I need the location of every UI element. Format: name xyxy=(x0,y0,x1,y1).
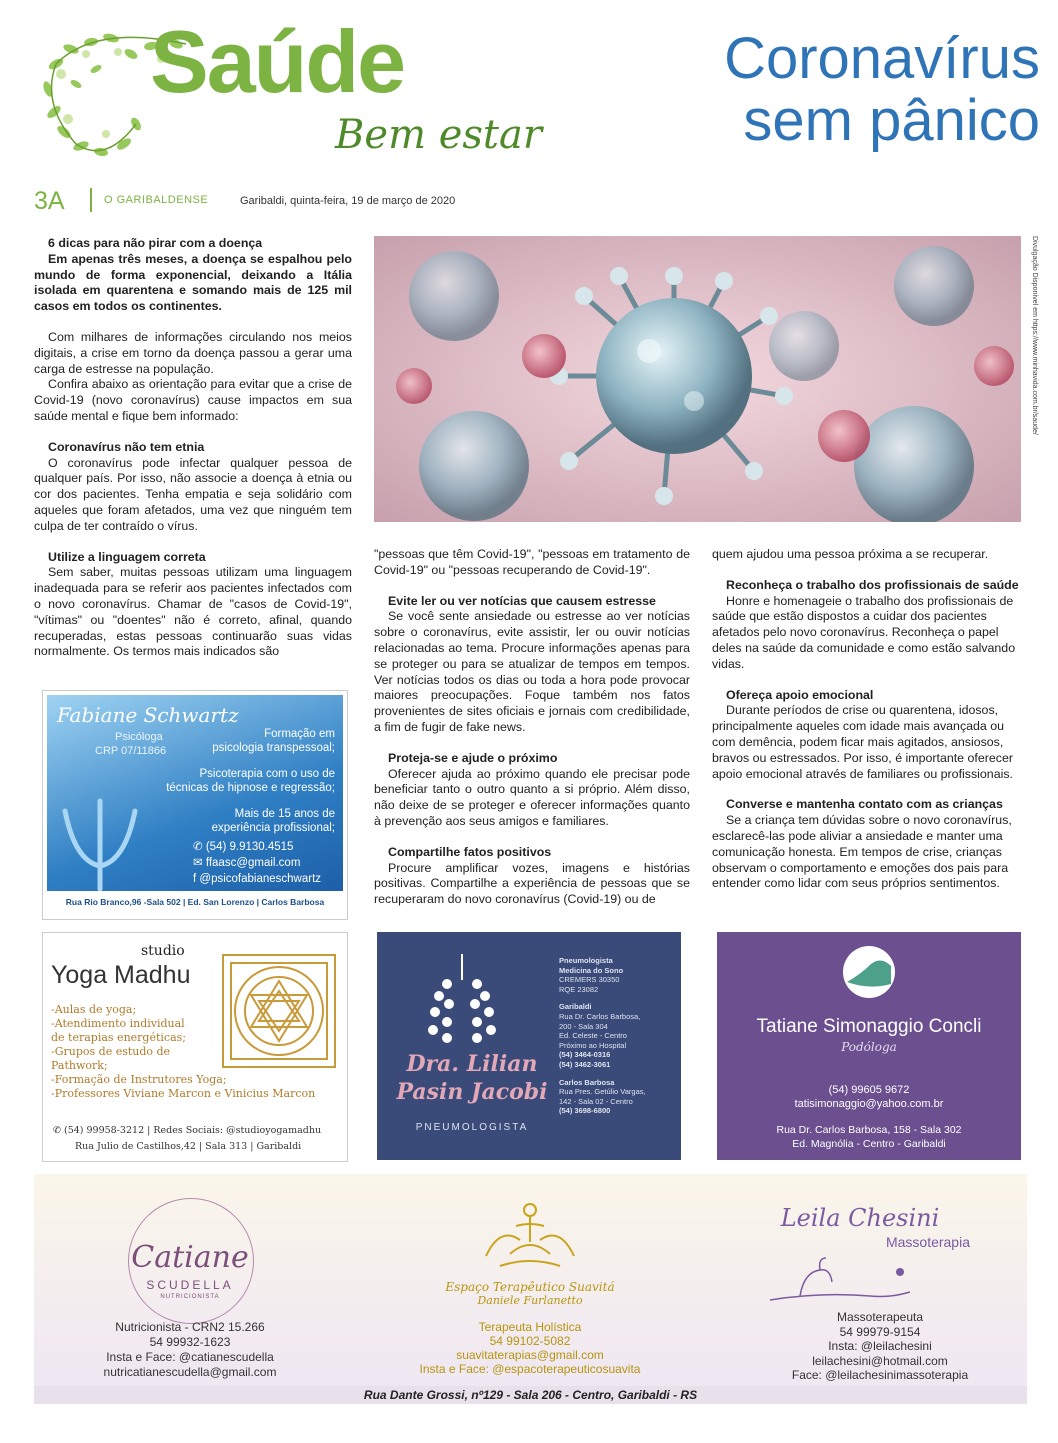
ad-studio: studio xyxy=(141,943,185,959)
ad-line: Próximo ao Hospital xyxy=(559,1040,627,1050)
subheading: Reconheça o trabalho dos profissionais de saúde xyxy=(726,577,1019,592)
subheading: Ofereça apoio emocional xyxy=(726,687,874,702)
ad-catiane-scudella xyxy=(60,1190,320,1382)
ad-social: @psicofabianeschwartz xyxy=(199,873,322,885)
paragraph: Se você sente ansiedade ou estresse ao ver notícias sobre o coronavírus, evite assistir, ler ou ouvir notícias relacionadas ao tema. Procure informações apenas para se proteger ou para se atualizar de tempos em tempos. Ver notícias todos os dias ou toda a hora pode provocar maiores preocupações. Foque também nos fatos provenientes de sites oficiais e jornais com credibilidade, a fim de fugir de fake news. xyxy=(374,609,690,734)
ad-brand: Espaço Terapêutico Suavitá xyxy=(445,1280,615,1294)
ad-phone-row xyxy=(193,839,337,855)
headline-line1: Coronavírus xyxy=(724,26,1040,91)
ad-line: Massoterapeuta xyxy=(836,1310,924,1324)
section-title: Saúde xyxy=(150,12,405,111)
whatsapp-icon: ✆ xyxy=(193,841,206,853)
ad-address: Rua Julio de Castilhos,42 | Sala 313 | Garibaldi xyxy=(75,1141,302,1152)
ad-name-line1: Dra. Lilian xyxy=(406,1051,538,1077)
ad-services xyxy=(163,727,335,835)
ad-line: Pathwork; xyxy=(51,1059,108,1072)
ad-address-1: Rua Dr. Carlos Barbosa, 158 - Sala 302 xyxy=(776,1124,962,1136)
ad-name: Yoga Madhu xyxy=(51,961,191,989)
ad-social-row xyxy=(193,871,337,887)
foot-logo-icon xyxy=(841,944,897,1000)
paragraph: Durante períodos de crise ou quarentena, idosos, principalmente aqueles com idade mais avançada ou com demência, podem ficar mais agitados, ansiosos, bravos ou estressados. Por isso, é importante oferecer apoio emocional através de familiares ou profissionais. xyxy=(712,703,1013,781)
paragraph: Se a criança tem dúvidas sobre o novo coronavírus, esclarecê-las pode aliviar a ansiedade e manter uma comunicação honesta. Em tempos de crise, crianças observam o comportamento e emoções dos pais para entender como lidar com seus próprios sentimentos. xyxy=(712,813,1012,891)
ad-line: Insta e Face: @catianescudella xyxy=(106,1350,274,1364)
headline xyxy=(640,28,1040,152)
ad-email: tatisimonaggio@yahoo.com.br xyxy=(794,1098,944,1110)
ad-line: Formação em xyxy=(264,728,335,740)
ad-line: 54 99102-5082 xyxy=(489,1334,571,1348)
subheading: Utilize a linguagem correta xyxy=(48,549,206,564)
ad-line: Ed. Celeste - Centro xyxy=(559,1031,627,1041)
page-number: 3A xyxy=(34,187,65,215)
ad-phone: (54) 99605 9672 xyxy=(828,1084,910,1096)
ad-line: Garibaldi xyxy=(559,1002,592,1012)
ad-role: Psicóloga xyxy=(115,731,163,743)
ad-line: suavitaterapias@gmail.com xyxy=(456,1348,604,1362)
yoga-lotus-icon xyxy=(480,1196,580,1278)
article-column-2 xyxy=(374,547,690,908)
ad-line: Insta: @leilachesini xyxy=(828,1339,932,1353)
ad-line: -Atendimento individual xyxy=(51,1017,185,1030)
ad-line: 142 - Sala 02 - Centro xyxy=(559,1096,633,1106)
ad-line: Rua Pres. Getúlio Vargas, xyxy=(559,1087,646,1097)
ad-sub: Massoterapia xyxy=(885,1234,970,1250)
ad-details xyxy=(740,1310,1020,1383)
ad-role: Podóloga xyxy=(841,1040,897,1054)
ad-address-2: Ed. Magnólia - Centro - Garibaldi xyxy=(792,1138,946,1150)
article-kicker: 6 dicas para não pirar com a doença xyxy=(48,236,263,250)
paragraph: Oferecer ajuda ao próximo quando ele precisar pode beneficiar tanto o outro quanto a si próprio. Além disso, não deixe de se proteger e oferecer informações quanto à prevenção aos seus amigos e familiares. xyxy=(374,766,690,828)
subheading: Converse e mantenha contato com as crianças xyxy=(726,797,1003,812)
headline-line2: sem pânico xyxy=(743,88,1040,153)
paragraph: O coronavírus pode infectar qualquer pessoa de qualquer país. Por isso, não associe a doença à etnia ou cor dos pacientes. Tenha empatia e seja solidário com aqueles que foram afetados, uma vez que ninguém tem culpa de ter contraído o vírus. xyxy=(34,455,352,533)
ad-line: -Formação de Instrutores Yoga; xyxy=(51,1073,227,1086)
ad-tag: NUTRICIONISTA xyxy=(160,1294,220,1300)
ad-line: (54) 3464-0316 xyxy=(559,1050,611,1060)
ad-yoga-madhu xyxy=(42,932,348,1162)
ad-tatiane-concli xyxy=(717,932,1021,1160)
ad-line: RQE 23082 xyxy=(559,984,599,994)
ad-line: 54 99932-1623 xyxy=(149,1335,231,1349)
ad-line: Nutricionista - CRN2 15.266 xyxy=(115,1320,265,1334)
social-icon: f xyxy=(193,873,200,885)
ad-lilian-jacobi xyxy=(377,932,681,1160)
subheading: Coronavírus não tem etnia xyxy=(48,439,205,454)
ad-crp: CRP 07/11866 xyxy=(95,745,167,757)
ad-line: Rua Dr. Carlos Barbosa, xyxy=(559,1011,641,1021)
ad-line: (54) 3698-6800 xyxy=(559,1106,611,1116)
whatsapp-icon: ✆ xyxy=(53,1125,64,1136)
ad-line: Pneumologista xyxy=(559,956,613,965)
ad-line: experiência profissional; xyxy=(211,822,335,834)
paragraph: Honre e homenageie o trabalho dos profissionais de saúde que estão dispostos a cuidar dos pacientes afetados pelo novo coronavírus. Reconheça o papel deles na saúde da comunidade e como estão salvando vidas. xyxy=(712,593,1016,671)
mail-icon: ✉ xyxy=(193,857,206,869)
bottom-address-bar: Rua Dante Grossi, nº129 - Sala 206 - Centro, Garibaldi - RS xyxy=(34,1386,1027,1404)
ad-line: leilachesini@hotmail.com xyxy=(812,1353,948,1368)
massage-figure-icon xyxy=(760,1252,920,1308)
ad-leila-chesini xyxy=(740,1190,1020,1382)
ad-name: Daniele Furlanetto xyxy=(477,1294,583,1307)
ad-line: Insta e Face: @espacoterapeuticosuavita xyxy=(419,1362,641,1376)
ad-services xyxy=(51,1003,315,1101)
ad-contacts xyxy=(193,839,337,887)
ad-line: Carlos Barbosa xyxy=(559,1077,615,1087)
newspaper-name: O GARIBALDENSE xyxy=(104,194,209,206)
psi-symbol-icon xyxy=(55,791,145,891)
ad-fabiane-schwartz xyxy=(42,690,348,920)
article-column-3 xyxy=(712,547,1025,892)
ad-details xyxy=(380,1320,680,1376)
ad-daniele-furlanetto xyxy=(380,1190,680,1382)
photo-credit: Divulgação Disponível em https://www.minhavida.com.br/saude/ xyxy=(1031,236,1038,435)
ad-line: nutricatianescudella@gmail.com xyxy=(103,1365,277,1379)
ad-email-row xyxy=(193,855,337,871)
ad-line: técnicas de hipnose e regressão; xyxy=(166,782,335,794)
ad-line: -Aulas de yoga; xyxy=(51,1003,137,1016)
ad-name: Catiane xyxy=(131,1240,249,1275)
ad-line: Terapeuta Holística xyxy=(478,1320,582,1334)
article-lead: Em apenas três meses, a doença se espalhou pelo mundo de forma exponencial, deixando a Itália isolada em quarentena e somando mais de 125 mil casos em todos os continentes. xyxy=(34,251,352,314)
ad-line: -Professores Viviane Marcon e Vinicius Marcon xyxy=(51,1087,316,1100)
ad-contact-text: (54) 99958-3212 | Redes Sociais: @studioyogamadhu xyxy=(63,1125,322,1136)
article-column-1 xyxy=(34,236,352,660)
coronavirus-photo xyxy=(374,236,1021,522)
ad-line: 200 - Sala 304 xyxy=(559,1021,608,1031)
ad-line: -Grupos de estudo de xyxy=(51,1045,171,1058)
ad-line: Psicoterapia com o uso de xyxy=(199,768,335,780)
subheading: Compartilhe fatos positivos xyxy=(388,844,552,859)
ad-line: Face: @leilachesinimassoterapia xyxy=(791,1368,969,1382)
ad-line: de terapias energéticas; xyxy=(51,1031,186,1044)
paragraph: quem ajudou uma pessoa próxima a se recuperar. xyxy=(712,547,989,561)
ad-surname: SCUDELLA xyxy=(146,1278,234,1292)
ad-line: CREMERS 30350 xyxy=(559,975,620,985)
ad-name: Leila Chesini xyxy=(780,1204,940,1232)
ad-info xyxy=(559,956,675,1116)
paragraph: Confira abaixo as orientação para evitar que a crise de Covid-19 (novo coronavírus) cause impactos em sua saúde mental e fique bem informado: xyxy=(34,377,352,423)
paragraph: Procure amplificar vozes, imagens e histórias positivas. Compartilhe a experiência de pessoas que se recuperaram do novo coronavírus (Covid-19) ou de xyxy=(374,860,690,907)
ad-line: (54) 3462-3061 xyxy=(559,1059,611,1069)
ad-address: Rua Rio Branco,96 -Sala 502 | Ed. San Lorenzo | Carlos Barbosa xyxy=(65,897,325,907)
ad-details xyxy=(60,1320,320,1380)
ad-name-line2: Pasin Jacobi xyxy=(396,1079,548,1105)
subheading: Proteja-se e ajude o próximo xyxy=(388,750,558,765)
paragraph: "pessoas que têm Covid-19", "pessoas em tratamento de Covid-19" ou "pessoas recuperando de Covid-19". xyxy=(374,547,690,577)
dateline: Garibaldi, quinta-feira, 19 de março de 2020 xyxy=(240,195,456,207)
ad-line: psicologia transpessoal; xyxy=(212,742,335,754)
ad-phone: (54) 9.9130.4515 xyxy=(205,841,294,853)
subheading: Evite ler ou ver notícias que causem estresse xyxy=(388,593,656,608)
paragraph: Com milhares de informações circulando nos meios digitais, a crise em torno da doença passou a gerar uma carga de estresse na população. xyxy=(34,329,352,376)
ad-name: Tatiane Simonaggio Concli xyxy=(756,1016,982,1037)
ad-contact xyxy=(53,1125,321,1136)
ad-name xyxy=(387,1050,557,1106)
ad-line: Medicina do Sono xyxy=(559,965,624,975)
ad-line: Mais de 15 anos de xyxy=(234,808,335,820)
divider xyxy=(90,188,92,212)
lungs-flower-icon xyxy=(417,950,507,1046)
ad-name: Fabiane Schwartz xyxy=(57,703,239,727)
paragraph: Sem saber, muitas pessoas utilizam uma linguagem inadequada para se referir aos pacientes infectados com o novo coronavírus. Chamar de "casos de Covid-19", "vítimas" ou "doentes" não é correto, afinal, quando recuperadas, estas pessoas continuarão suas vidas normalmente. Os termos mais indicados são xyxy=(34,565,352,659)
ad-line: 54 99979-9154 xyxy=(839,1324,921,1339)
ad-title: PNEUMOLOGISTA xyxy=(415,1122,529,1133)
ad-email: ffaasc@gmail.com xyxy=(205,857,301,869)
section-subtitle: Bem estar xyxy=(335,112,542,158)
